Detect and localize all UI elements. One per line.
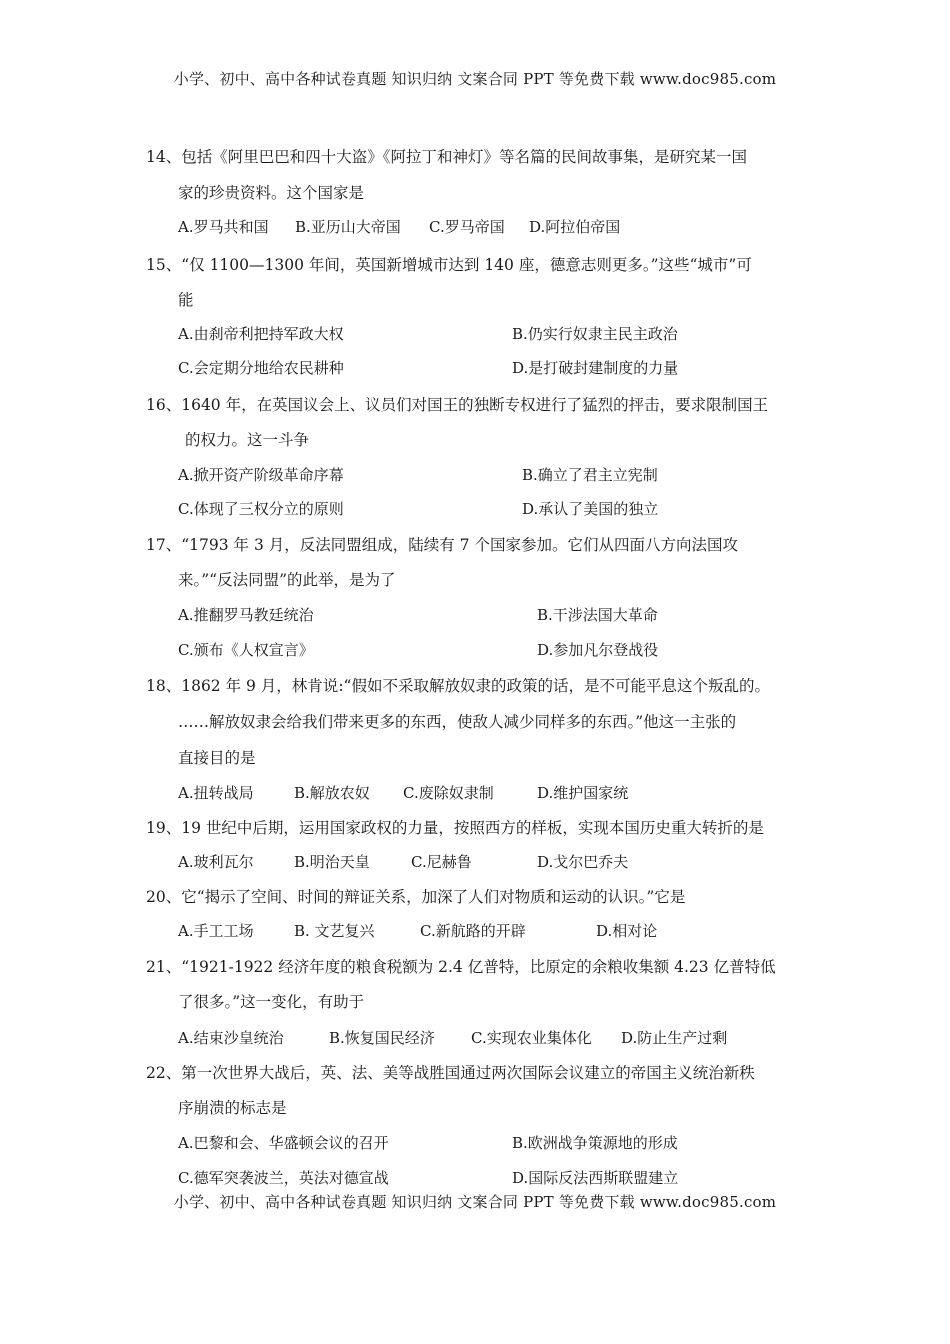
question-20-option-b: B. 文艺复兴 <box>294 922 375 940</box>
question-15-option-a: A.由刹帝利把持军政大权 <box>178 325 344 343</box>
question-22-option-a: A.巴黎和会、华盛顿会议的召开 <box>178 1134 389 1152</box>
question-16-option-d: D.承认了美国的独立 <box>522 500 659 518</box>
question-22-option-d: D.国际反法西斯联盟建立 <box>512 1169 679 1187</box>
question-21-option-a: A.结束沙皇统治 <box>178 1029 284 1047</box>
question-19-option-c: C.尼赫鲁 <box>411 853 472 871</box>
question-20-option-a: A.手工工场 <box>178 922 254 940</box>
question-21-line-1: 21、“1921-1922 经济年度的粮食税额为 2.4 亿普特，比原定的余粮收集额 4.23 亿普特低 <box>146 958 776 976</box>
question-19-option-d: D.戈尔巴乔夫 <box>537 853 629 871</box>
question-15-option-d: D.是打破封建制度的力量 <box>512 359 679 377</box>
question-14-option-c: C.罗马帝国 <box>429 218 505 236</box>
question-17-line-2: 来。”“反法同盟”的此举，是为了 <box>178 571 396 589</box>
question-17-option-a: A.推翻罗马教廷统治 <box>178 606 314 624</box>
question-20-option-d: D.相对论 <box>596 922 658 940</box>
question-14-option-b: B.亚历山大帝国 <box>295 218 401 236</box>
question-21-option-c: C.实现农业集体化 <box>471 1029 592 1047</box>
question-21-option-d: D.防止生产过剩 <box>621 1029 728 1047</box>
question-14-option-d: D.阿拉伯帝国 <box>529 218 621 236</box>
question-18-option-c: C.废除奴隶制 <box>403 784 494 802</box>
question-22-line-1: 22、第一次世界大战后，英、法、美等战胜国通过两次国际会议建立的帝国主义统治新秩 <box>146 1064 755 1082</box>
question-18-option-a: A.扭转战局 <box>178 784 254 802</box>
question-17-option-c: C.颁布《人权宣言》 <box>178 641 314 659</box>
question-16-option-c: C.体现了三权分立的原则 <box>178 500 344 518</box>
page-footer: 小学、初中、高中各种试卷真题 知识归纳 文案合同 PPT 等免费下载 www.doc985.com <box>173 1193 777 1211</box>
question-20-line-1: 20、它“揭示了空间、时间的辩证关系，加深了人们对物质和运动的认识。”它是 <box>146 888 686 906</box>
question-16-option-a: A.掀开资产阶级革命序幕 <box>178 466 344 484</box>
question-17-option-b: B.干涉法国大革命 <box>537 606 658 624</box>
question-18-line-2: ……解放奴隶会给我们带来更多的东西，使敌人减少同样多的东西。”他这一主张的 <box>178 713 737 731</box>
question-14-option-a: A.罗马共和国 <box>178 218 269 236</box>
question-15-option-c: C.会定期分地给农民耕种 <box>178 359 344 377</box>
question-15-option-b: B.仍实行奴隶主民主政治 <box>512 325 678 343</box>
question-18-option-d: D.维护国家统 <box>537 784 629 802</box>
question-22-option-c: C.德军突袭波兰，英法对德宣战 <box>178 1169 389 1187</box>
question-16-option-b: B.确立了君主立宪制 <box>522 466 658 484</box>
question-15-line-1: 15、“仅 1100—1300 年间，英国新增城市达到 140 座，德意志则更多。”这些“城市”可 <box>146 256 752 274</box>
question-14-line-1: 14、包括《阿里巴巴和四十大盗》《阿拉丁和神灯》等名篇的民间故事集，是研究某一国 <box>146 148 747 166</box>
question-18-line-3: 直接目的是 <box>178 749 256 767</box>
question-16-line-2: 的权力。这一斗争 <box>185 431 310 449</box>
question-19-option-a: A.玻利瓦尔 <box>178 853 254 871</box>
question-19-option-b: B.明治天皇 <box>294 853 370 871</box>
question-14-line-2: 家的珍贵资料。这个国家是 <box>178 184 365 202</box>
question-20-option-c: C.新航路的开辟 <box>420 922 526 940</box>
question-18-line-1: 18、1862 年 9 月，林肯说:“假如不采取解放奴隶的政策的话，是不可能平息这个叛乱的。 <box>146 677 770 695</box>
question-16-line-1: 16、1640 年，在英国议会上、议员们对国王的独断专权进行了猛烈的抨击，要求限制国王 <box>146 396 769 414</box>
question-19-line-1: 19、19 世纪中后期，运用国家政权的力量，按照西方的样板，实现本国历史重大转折的是 <box>146 819 764 837</box>
question-17-line-1: 17、“1793 年 3 月，反法同盟组成，陆续有 7 个国家参加。它们从四面八方向法国攻 <box>146 536 738 554</box>
question-17-option-d: D.参加凡尔登战役 <box>537 641 659 659</box>
page-header: 小学、初中、高中各种试卷真题 知识归纳 文案合同 PPT 等免费下载 www.doc985.com <box>173 70 777 88</box>
question-22-line-2: 序崩溃的标志是 <box>178 1099 287 1117</box>
question-21-option-b: B.恢复国民经济 <box>329 1029 435 1047</box>
question-15-line-2: 能 <box>178 291 194 309</box>
question-21-line-2: 了很多。”这一变化，有助于 <box>178 993 365 1011</box>
question-18-option-b: B.解放农奴 <box>294 784 370 802</box>
question-22-option-b: B.欧洲战争策源地的形成 <box>512 1134 678 1152</box>
